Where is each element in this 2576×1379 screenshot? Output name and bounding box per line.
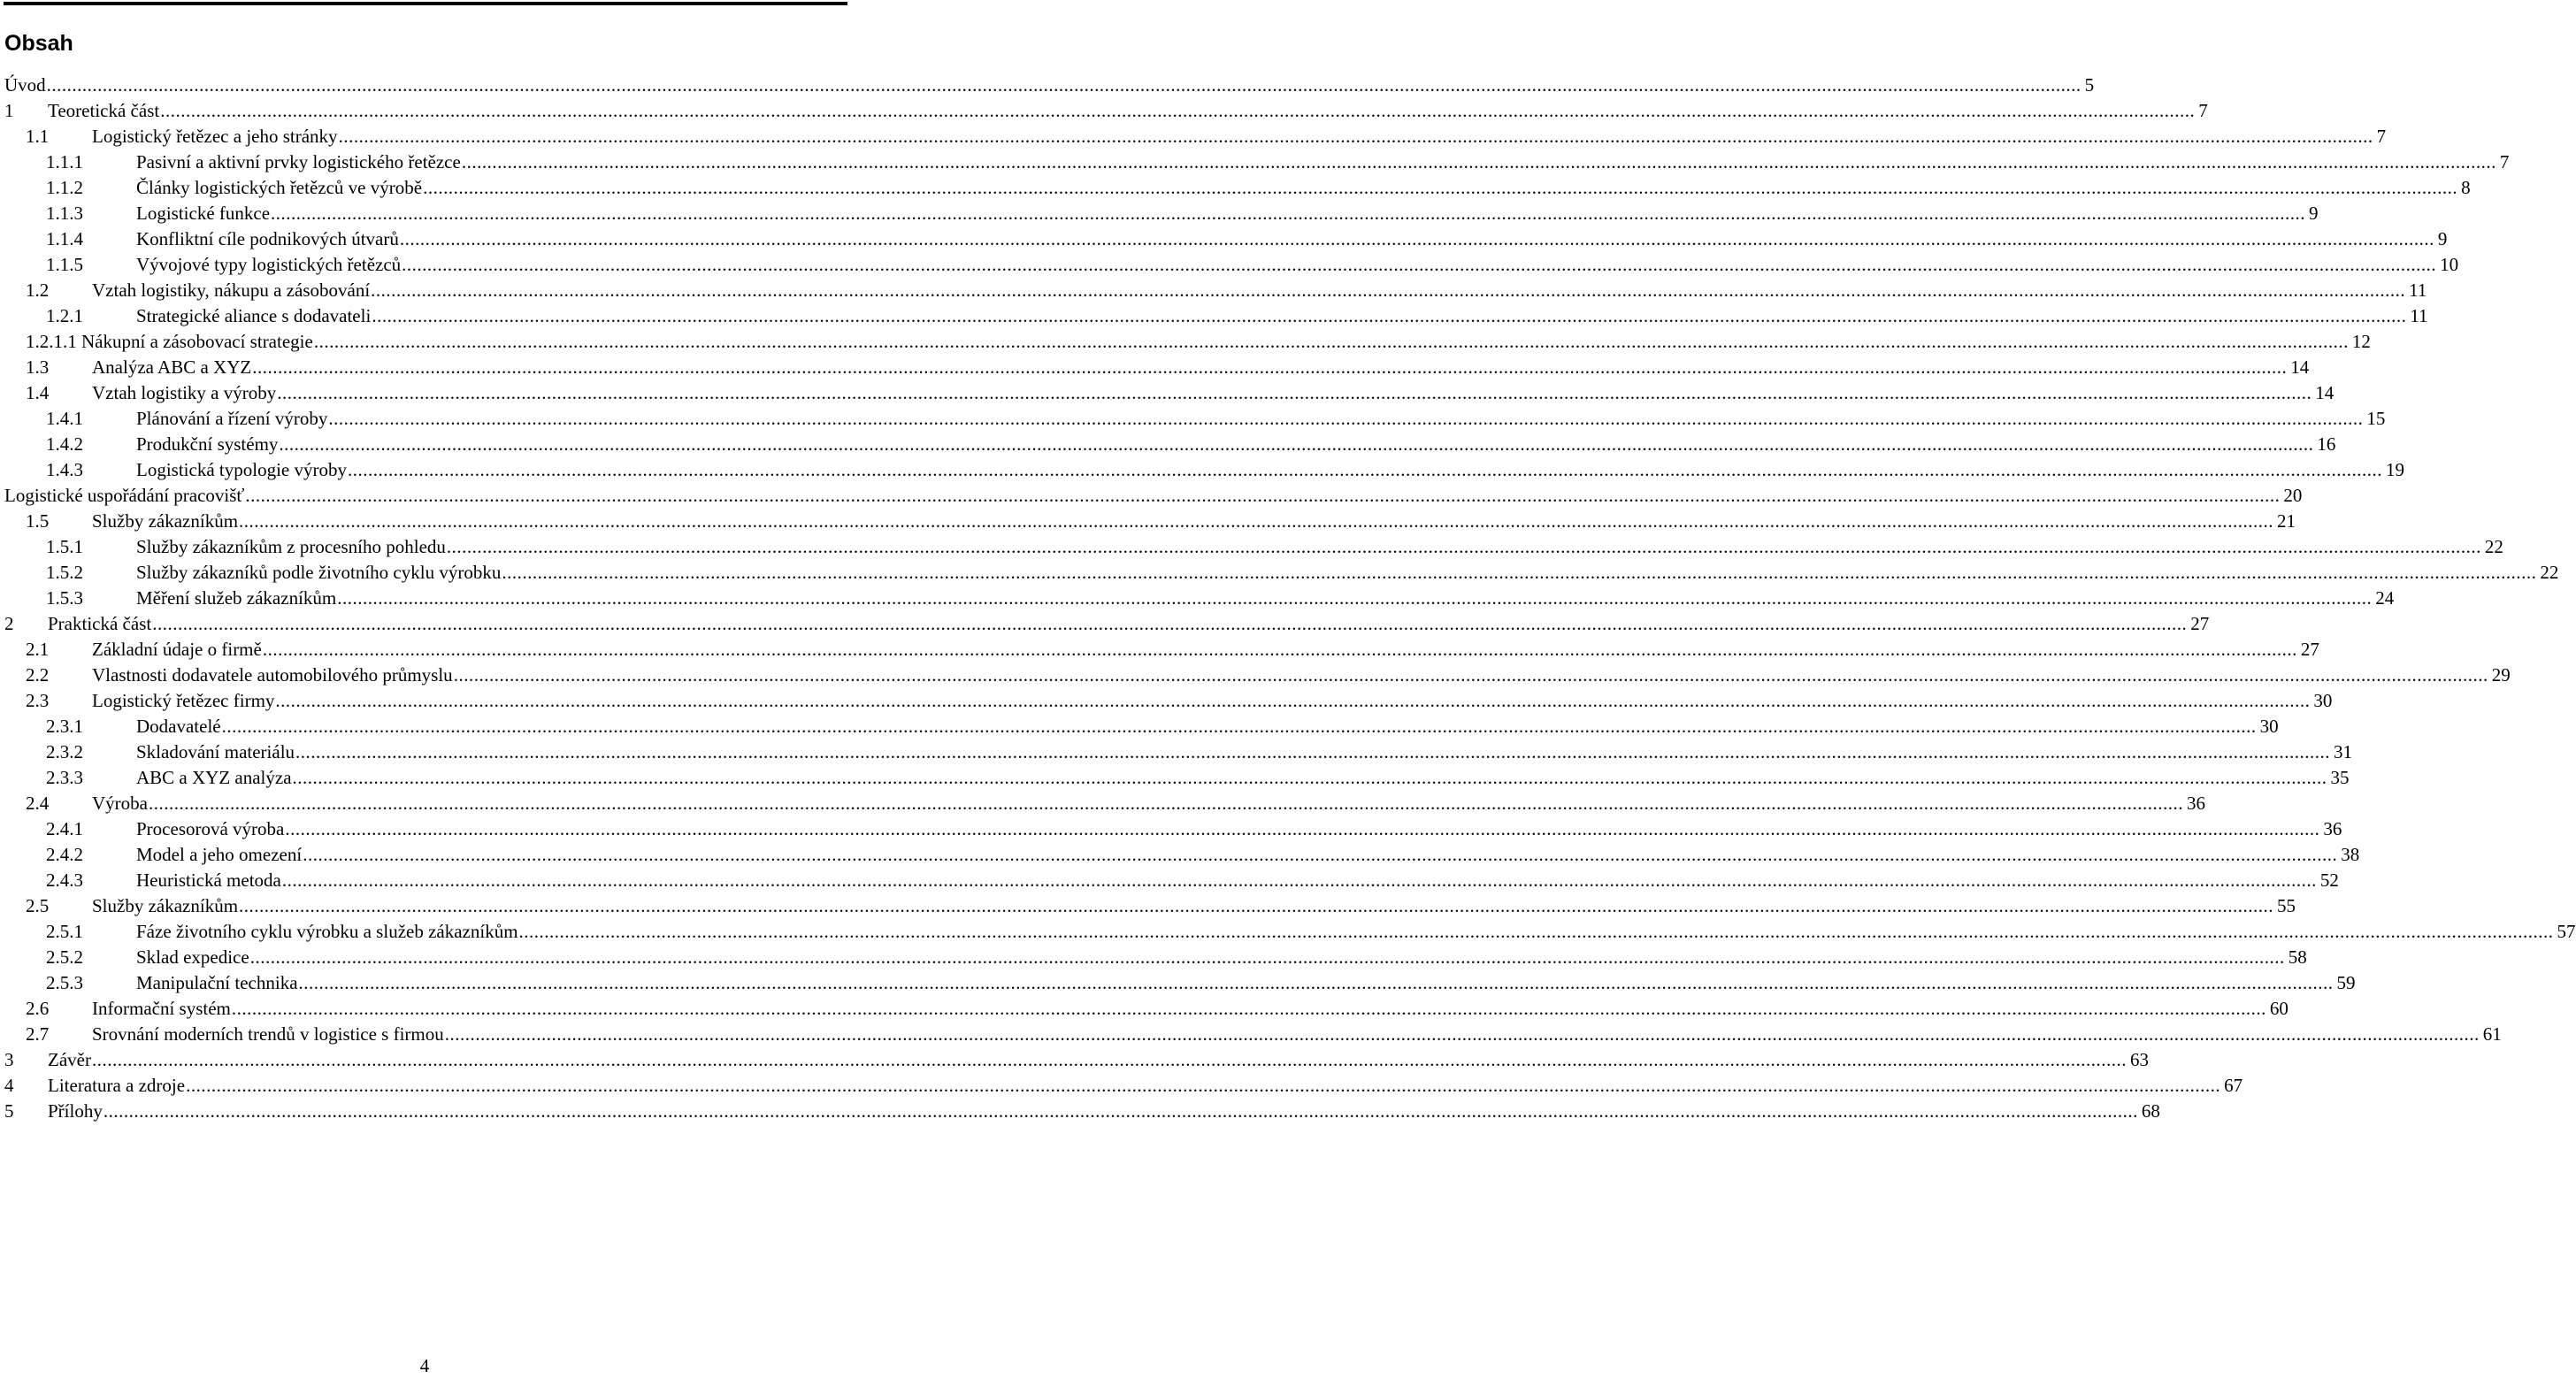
toc-entry-number: 1.1.1 (46, 151, 83, 172)
toc-entry-line (92, 893, 2296, 919)
toc-leader-dots: ................................................................................................................................................................................................................................................................................................................................................................................................................ (221, 716, 2257, 737)
toc-entry-page: 14 (2315, 382, 2334, 403)
toc-entry-line (136, 714, 2279, 739)
toc-leader-dots: ................................................................................................................................................................................................................................................................................................................................................................................................................ (239, 510, 2274, 532)
toc-entry-line (48, 1047, 2149, 1073)
toc-entry-page: 31 (2334, 741, 2353, 762)
toc-entry-page: 38 (2341, 844, 2360, 865)
toc-entry[interactable] (0, 970, 2356, 996)
toc-entry-line (136, 586, 2395, 611)
toc-entry-number: 1.4.2 (46, 433, 83, 455)
toc-entry-page: 11 (2410, 305, 2428, 326)
toc-entry[interactable] (0, 278, 2427, 303)
toc-entry[interactable] (0, 868, 2339, 893)
toc-entry[interactable] (0, 355, 2310, 380)
toc-entry-title: Logistický řetězec a jeho stránky (92, 126, 338, 147)
toc-entry-page: 52 (2319, 870, 2339, 891)
toc-leader-dots: ................................................................................................................................................................................................................................................................................................................................................................................................................ (328, 408, 2364, 429)
toc-entry-title: Služby zákazníků podle životního cyklu výrobku (136, 562, 502, 583)
toc-entry[interactable] (0, 1099, 2160, 1124)
toc-leader-dots: ................................................................................................................................................................................................................................................................................................................................................................................................................ (249, 946, 2285, 968)
toc-leader-dots: ................................................................................................................................................................................................................................................................................................................................................................................................................ (279, 433, 2314, 455)
toc-entry-title: Vlastnosti dodavatele automobilového průmyslu (92, 664, 453, 686)
toc-entry-title: Manipulační technika (136, 972, 298, 993)
toc-entry-number: 1.1.4 (46, 228, 83, 249)
toc-entry-number: 2.4.2 (46, 844, 83, 865)
table-of-contents (0, 73, 2576, 1124)
toc-entry-title: Srovnání moderních trendů v logistice s firmou (92, 1023, 444, 1045)
toc-entry-line (48, 1073, 2243, 1099)
toc-leader-dots: ................................................................................................................................................................................................................................................................................................................................................................................................................ (347, 459, 2382, 480)
toc-leader-dots: ................................................................................................................................................................................................................................................................................................................................................................................................................ (461, 151, 2496, 172)
toc-entry[interactable] (0, 765, 2350, 791)
toc-leader-dots: ................................................................................................................................................................................................................................................................................................................................................................................................................ (252, 356, 2288, 378)
toc-entry-number: 1.1.3 (46, 203, 83, 224)
toc-entry-line (92, 124, 2387, 149)
toc-entry[interactable] (0, 842, 2360, 868)
toc-entry-number: 2.2 (26, 664, 50, 686)
toc-entry-page: 27 (2190, 613, 2210, 634)
toc-entry-line (48, 611, 2210, 637)
toc-leader-dots: ................................................................................................................................................................................................................................................................................................................................................................................................................ (103, 1100, 2138, 1122)
toc-entry-page: 19 (2385, 459, 2404, 480)
toc-entry[interactable] (0, 919, 2576, 945)
toc-entry-page: 67 (2224, 1075, 2243, 1096)
toc-entry-number: 2.4 (26, 793, 50, 814)
toc-entry-number: 1.3 (26, 356, 50, 378)
toc-entry-line (136, 970, 2356, 996)
toc-leader-dots: ................................................................................................................................................................................................................................................................................................................................................................................................................ (444, 1023, 2480, 1045)
toc-entry-title: Plánování a řízení výroby (136, 408, 328, 429)
toc-entry-page: 30 (2259, 716, 2279, 737)
toc-entry-page: 7 (2376, 126, 2387, 147)
toc-entry-number: 2.4.3 (46, 870, 83, 891)
toc-entry-title: Logistické uspořádání pracovišť (4, 485, 245, 506)
toc-entry-line (136, 765, 2350, 791)
toc-entry[interactable] (0, 560, 2559, 586)
toc-entry-page: 68 (2141, 1100, 2160, 1122)
toc-entry-title: Logistická typologie výroby (136, 459, 347, 480)
toc-entry[interactable] (0, 303, 2428, 329)
toc-entry-number: 2.5.2 (46, 946, 83, 968)
toc-leader-dots: ................................................................................................................................................................................................................................................................................................................................................................................................................ (402, 254, 2437, 275)
toc-entry-number: 4 (4, 1075, 14, 1096)
toc-leader-dots: ................................................................................................................................................................................................................................................................................................................................................................................................................ (160, 100, 2196, 121)
toc-entry[interactable] (0, 534, 2503, 560)
toc-entry[interactable] (0, 226, 2448, 252)
toc-entry[interactable] (0, 945, 2307, 970)
toc-leader-dots: ................................................................................................................................................................................................................................................................................................................................................................................................................ (313, 331, 2349, 352)
toc-entry-number: 2.6 (26, 998, 50, 1019)
toc-entry-title: Sklad expedice (136, 946, 249, 968)
toc-entry-page: 12 (2351, 331, 2371, 352)
toc-entry[interactable] (0, 1047, 2149, 1073)
toc-entry[interactable] (0, 663, 2511, 688)
toc-entry-line (136, 175, 2471, 201)
toc-entry[interactable] (0, 1073, 2243, 1099)
toc-leader-dots: ................................................................................................................................................................................................................................................................................................................................................................................................................ (453, 664, 2488, 686)
toc-entry-number: 1.1 (26, 126, 50, 147)
toc-entry-line (4, 483, 2303, 509)
toc-entry-number: 2.3.2 (46, 741, 83, 762)
toc-entry-number: 3 (4, 1049, 14, 1070)
toc-entry-line (92, 1022, 2502, 1047)
toc-entry[interactable] (0, 329, 2371, 355)
toc-leader-dots: ................................................................................................................................................................................................................................................................................................................................................................................................................ (285, 818, 2320, 839)
toc-entry-title: Výroba (92, 793, 148, 814)
toc-entry-line (92, 791, 2205, 816)
toc-entry[interactable] (0, 509, 2296, 534)
toc-leader-dots: ................................................................................................................................................................................................................................................................................................................................................................................................................ (518, 921, 2554, 942)
toc-entry-number: 1.2.1 (46, 305, 83, 326)
toc-leader-dots: ................................................................................................................................................................................................................................................................................................................................................................................................................ (277, 382, 2312, 403)
toc-leader-dots: ................................................................................................................................................................................................................................................................................................................................................................................................................ (337, 587, 2373, 609)
toc-entry-title: Praktická část (48, 613, 152, 634)
toc-leader-dots: ................................................................................................................................................................................................................................................................................................................................................................................................................ (186, 1075, 2221, 1096)
toc-entry-title: Heuristická metoda (136, 870, 281, 891)
toc-entry-line (26, 329, 2371, 355)
toc-entry-page: 14 (2290, 356, 2310, 378)
toc-entry-title: Dodavatelé (136, 716, 221, 737)
toc-entry-page: 8 (2461, 177, 2471, 198)
toc-entry-page: 24 (2375, 587, 2395, 609)
toc-entry-title: Strategické aliance s dodavateli (136, 305, 372, 326)
toc-entry-title: Pasivní a aktivní prvky logistického řetězce (136, 151, 461, 172)
toc-entry-page: 55 (2277, 895, 2296, 916)
toc-entry[interactable] (0, 611, 2210, 637)
toc-entry-number: 1.4.3 (46, 459, 83, 480)
toc-entry-page: 15 (2366, 408, 2386, 429)
toc-entry[interactable] (0, 637, 2319, 663)
toc-entry[interactable] (0, 791, 2205, 816)
toc-leader-dots: ................................................................................................................................................................................................................................................................................................................................................................................................................ (303, 844, 2338, 865)
toc-entry-page: 36 (2186, 793, 2205, 814)
toc-entry-number: 1.2 (26, 280, 50, 301)
toc-entry-line (48, 98, 2208, 124)
page-number: 4 (419, 1355, 430, 1376)
toc-entry-line (4, 73, 2095, 98)
toc-entry-number: 1 (4, 100, 14, 121)
toc-entry-page: 21 (2277, 510, 2296, 532)
toc-entry-title: Procesorová výroba (136, 818, 285, 839)
toc-entry-number: 2.3.3 (46, 767, 83, 788)
toc-entry[interactable] (0, 816, 2342, 842)
toc-entry-line (136, 534, 2503, 560)
toc-entry-line (136, 945, 2307, 970)
toc-entry-page: 63 (2129, 1049, 2149, 1070)
toc-entry-line (136, 842, 2360, 868)
toc-entry-title: ABC a XYZ analýza (136, 767, 292, 788)
toc-entry-line (92, 509, 2296, 534)
toc-entry-page: 22 (2484, 536, 2503, 557)
toc-entry-number: 2.5 (26, 895, 50, 916)
toc-entry-page: 7 (2499, 151, 2510, 172)
toc-entry-title: Vývojové typy logistických řetězců (136, 254, 402, 275)
toc-entry-title: Vztah logistiky a výroby (92, 382, 277, 403)
toc-leader-dots: ................................................................................................................................................................................................................................................................................................................................................................................................................ (245, 485, 2281, 506)
toc-leader-dots: ................................................................................................................................................................................................................................................................................................................................................................................................................ (502, 562, 2537, 583)
toc-entry-title: Produkční systémy (136, 433, 279, 455)
toc-entry-title: Fáze životního cyklu výrobku a služeb zákazníkům (136, 921, 518, 942)
toc-entry-number: 2 (4, 613, 14, 634)
toc-entry-line (136, 739, 2353, 765)
toc-leader-dots: ................................................................................................................................................................................................................................................................................................................................................................................................................ (148, 793, 2183, 814)
toc-entry[interactable] (0, 380, 2334, 406)
toc-entry-title: Logistické funkce (136, 203, 271, 224)
toc-entry-number: 1.1.5 (46, 254, 83, 275)
toc-entry-number: 2.4.1 (46, 818, 83, 839)
toc-entry-line (136, 226, 2448, 252)
toc-entry-title: Služby zákazníkům z procesního pohledu (136, 536, 446, 557)
top-rule (4, 2, 847, 5)
toc-entry-line (136, 919, 2576, 945)
toc-entry-title: Přílohy (48, 1100, 103, 1122)
toc-leader-dots: ................................................................................................................................................................................................................................................................................................................................................................................................................ (338, 126, 2373, 147)
toc-entry-title: Vztah logistiky, nákupu a zásobování (92, 280, 371, 301)
toc-entry-line (136, 816, 2342, 842)
toc-entry[interactable] (0, 124, 2387, 149)
toc-entry-page: 30 (2313, 690, 2333, 711)
toc-entry[interactable] (0, 1022, 2502, 1047)
toc-entry[interactable] (0, 893, 2296, 919)
toc-entry-page: 22 (2540, 562, 2559, 583)
toc-entry-page: 20 (2283, 485, 2303, 506)
toc-entry[interactable] (0, 175, 2471, 201)
toc-entry-page: 11 (2409, 280, 2427, 301)
toc-entry-line (48, 1099, 2160, 1124)
toc-entry[interactable] (0, 432, 2336, 457)
toc-entry-line (136, 252, 2459, 278)
toc-entry-line (92, 355, 2310, 380)
toc-entry[interactable] (0, 739, 2353, 765)
toc-entry-title: Články logistických řetězců ve výrobě (136, 177, 423, 198)
toc-entry-title: Skladování materiálu (136, 741, 295, 762)
toc-entry-number: 1.5.3 (46, 587, 83, 609)
toc-entry-title: Analýza ABC a XYZ (92, 356, 252, 378)
toc-leader-dots: ................................................................................................................................................................................................................................................................................................................................................................................................................ (423, 177, 2458, 198)
toc-entry-title: Teoretická část (48, 100, 160, 121)
toc-entry-title: Úvod (4, 74, 46, 96)
toc-entry[interactable] (0, 457, 2404, 483)
toc-entry-title: Informační systém (92, 998, 231, 1019)
toc-entry-page: 35 (2330, 767, 2350, 788)
toc-entry-page: 5 (2084, 74, 2095, 96)
toc-entry-number: 1.1.2 (46, 177, 83, 198)
toc-entry-title: Měření služeb zákazníkům (136, 587, 337, 609)
toc-entry-title: Literatura a zdroje (48, 1075, 186, 1096)
toc-entry[interactable] (0, 714, 2279, 739)
toc-entry-page: 58 (2288, 946, 2307, 968)
toc-leader-dots: ................................................................................................................................................................................................................................................................................................................................................................................................................ (231, 998, 2266, 1019)
toc-leader-dots: ................................................................................................................................................................................................................................................................................................................................................................................................................ (295, 741, 2331, 762)
toc-entry-page: 29 (2491, 664, 2511, 686)
toc-entry-page: 60 (2269, 998, 2288, 1019)
toc-entry-page: 10 (2440, 254, 2459, 275)
toc-entry-line (92, 380, 2334, 406)
toc-entry-line (136, 432, 2336, 457)
toc-entry-page: 36 (2323, 818, 2342, 839)
toc-entry-page: 9 (2437, 228, 2448, 249)
toc-entry-line (92, 278, 2427, 303)
toc-entry-number: 1.5.1 (46, 536, 83, 557)
toc-leader-dots: ................................................................................................................................................................................................................................................................................................................................................................................................................ (46, 74, 2082, 96)
toc-entry-title: Model a jeho omezení (136, 844, 303, 865)
toc-entry[interactable] (0, 98, 2208, 124)
toc-leader-dots: ................................................................................................................................................................................................................................................................................................................................................................................................................ (275, 690, 2311, 711)
toc-entry-number: 1.5.2 (46, 562, 83, 583)
toc-entry-number: 5 (4, 1100, 14, 1122)
toc-leader-dots: ................................................................................................................................................................................................................................................................................................................................................................................................................ (292, 767, 2327, 788)
toc-entry-number: 2.1 (26, 639, 50, 660)
toc-entry-number: 2.3 (26, 690, 50, 711)
toc-entry-title: Základní údaje o firmě (92, 639, 262, 660)
toc-leader-dots: ................................................................................................................................................................................................................................................................................................................................................................................................................ (298, 972, 2334, 993)
toc-leader-dots: ................................................................................................................................................................................................................................................................................................................................................................................................................ (399, 228, 2434, 249)
toc-leader-dots: ................................................................................................................................................................................................................................................................................................................................................................................................................ (281, 870, 2317, 891)
toc-entry[interactable] (0, 252, 2459, 278)
toc-entry-number: 1.5 (26, 510, 50, 532)
toc-entry-page: 16 (2317, 433, 2336, 455)
toc-entry-line (136, 149, 2510, 175)
toc-entry-line (92, 688, 2333, 714)
toc-entry-page: 57 (2557, 921, 2576, 942)
toc-entry[interactable] (0, 586, 2395, 611)
toc-entry[interactable] (0, 201, 2319, 226)
toc-entry-title: 1.2.1.1 Nákupní a zásobovací strategie (26, 331, 313, 352)
toc-entry-line (92, 637, 2319, 663)
toc-entry-line (136, 560, 2559, 586)
toc-entry-line (136, 406, 2386, 432)
toc-leader-dots: ................................................................................................................................................................................................................................................................................................................................................................................................................ (152, 613, 2188, 634)
toc-entry-number: 1.4 (26, 382, 50, 403)
toc-entry-title: Závěr (48, 1049, 91, 1070)
toc-entry[interactable] (0, 996, 2288, 1022)
toc-leader-dots: ................................................................................................................................................................................................................................................................................................................................................................................................................ (372, 305, 2407, 326)
toc-entry-title: Služby zákazníkům (92, 895, 239, 916)
toc-entry-number: 2.5.1 (46, 921, 83, 942)
toc-entry-page: 7 (2198, 100, 2208, 121)
toc-entry-page: 27 (2300, 639, 2319, 660)
toc-leader-dots: ................................................................................................................................................................................................................................................................................................................................................................................................................ (271, 203, 2306, 224)
toc-entry[interactable] (0, 406, 2386, 432)
toc-entry-line (136, 868, 2339, 893)
toc-leader-dots: ................................................................................................................................................................................................................................................................................................................................................................................................................ (446, 536, 2481, 557)
toc-entry-page: 61 (2482, 1023, 2502, 1045)
toc-entry-number: 2.3.1 (46, 716, 83, 737)
toc-leader-dots: ................................................................................................................................................................................................................................................................................................................................................................................................................ (371, 280, 2406, 301)
toc-entry[interactable] (0, 483, 2303, 509)
toc-leader-dots: ................................................................................................................................................................................................................................................................................................................................................................................................................ (91, 1049, 2127, 1070)
toc-entry-number: 1.4.1 (46, 408, 83, 429)
toc-entry-line (136, 303, 2428, 329)
toc-entry-page: 59 (2336, 972, 2356, 993)
toc-entry-page: 9 (2309, 203, 2319, 224)
toc-entry-title: Služby zákazníkům (92, 510, 239, 532)
toc-entry[interactable] (0, 73, 2095, 98)
toc-entry-title: Konfliktní cíle podnikových útvarů (136, 228, 399, 249)
toc-entry-line (92, 996, 2288, 1022)
toc-entry-line (136, 201, 2319, 226)
toc-entry[interactable] (0, 149, 2510, 175)
toc-entry-line (92, 663, 2511, 688)
toc-entry-line (136, 457, 2404, 483)
toc-entry-number: 2.5.3 (46, 972, 83, 993)
toc-heading: Obsah (4, 31, 73, 56)
toc-leader-dots: ................................................................................................................................................................................................................................................................................................................................................................................................................ (239, 895, 2274, 916)
toc-entry-title: Logistický řetězec firmy (92, 690, 275, 711)
toc-leader-dots: ................................................................................................................................................................................................................................................................................................................................................................................................................ (262, 639, 2297, 660)
toc-entry[interactable] (0, 688, 2333, 714)
toc-entry-number: 2.7 (26, 1023, 50, 1045)
